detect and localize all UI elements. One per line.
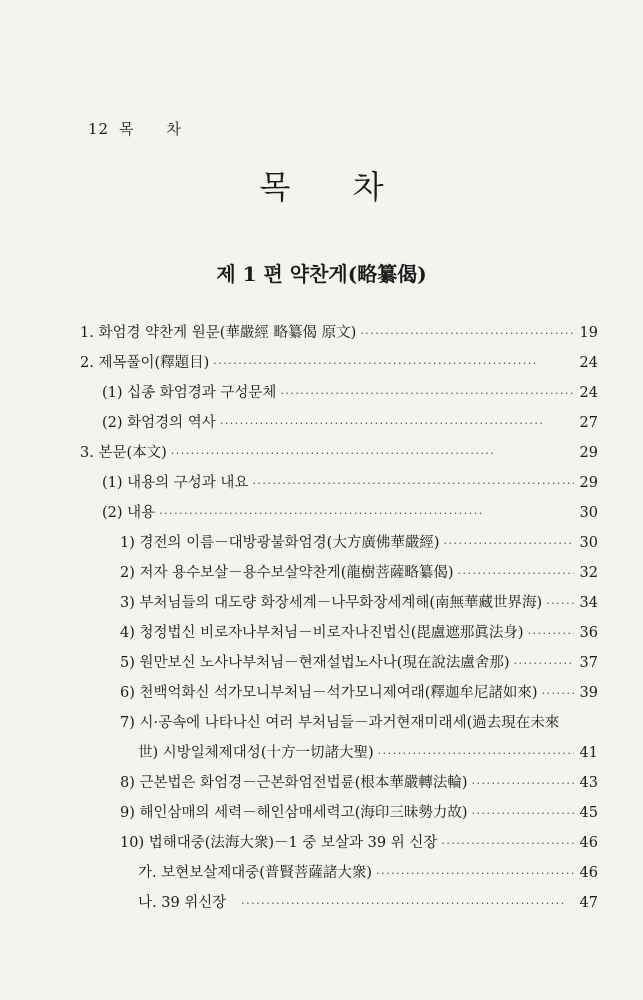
toc-entry-page: 37 (579, 655, 598, 671)
toc-entry-page: 46 (579, 835, 598, 851)
toc-entry-label: 6) 천백억화신 석가모니부처님－석가모니제여래(釋迦牟尼諸如來) (120, 685, 538, 701)
toc-entry-page: 24 (579, 355, 598, 371)
table-of-contents (80, 318, 598, 918)
toc-entry (80, 648, 598, 678)
toc-entry-page: 24 (579, 385, 598, 401)
toc-entry-page: 19 (579, 325, 598, 341)
toc-entry-page: 32 (579, 565, 598, 581)
toc-entry-label: 나. 39 위신장 (138, 895, 227, 911)
dot-leader (546, 588, 574, 619)
toc-entry-label: 1. 화엄경 약찬게 원문(華嚴經 略纂偈 原文) (80, 325, 357, 341)
toc-entry-label: 9) 해인삼매의 세력－해인삼매세력고(海印三昧勢力故) (120, 805, 468, 821)
toc-entry-label: (1) 내용의 구성과 내요 (102, 475, 249, 491)
toc-entry-label: 世) 시방일체제대성(十方一切諸大聖) (138, 745, 374, 761)
toc-entry-page: 34 (579, 595, 598, 611)
dot-leader (472, 798, 574, 829)
toc-entry (80, 468, 598, 498)
toc-entry-page: 39 (579, 685, 598, 701)
toc-entry (80, 588, 598, 618)
toc-entry-label: 4) 청정법신 비로자나부처님－비로자나진법신(毘盧遮那眞法身) (120, 625, 524, 641)
toc-entry-page: 46 (579, 865, 598, 881)
toc-entry (80, 708, 598, 738)
dot-leader (472, 768, 574, 799)
dot-leader (528, 618, 574, 649)
toc-entry-label: 3. 본문(本文) (80, 445, 167, 461)
dot-leader (213, 348, 574, 379)
toc-entry (80, 888, 598, 918)
toc-entry (80, 318, 598, 348)
page-number: 12 (88, 120, 110, 138)
section-title: 제 1 편 약찬게(略纂偈) (216, 262, 427, 286)
dot-leader (441, 828, 574, 859)
toc-entry-page: 45 (579, 805, 598, 821)
toc-entry (80, 618, 598, 648)
dot-leader (360, 318, 574, 349)
dot-leader (378, 738, 574, 769)
toc-entry (80, 378, 598, 408)
toc-entry (80, 408, 598, 438)
toc-entry (80, 798, 598, 828)
toc-entry (80, 858, 598, 888)
toc-entry-label: (2) 화엄경의 역사 (102, 415, 216, 431)
dot-leader (252, 468, 574, 499)
toc-entry (80, 738, 598, 768)
toc-entry (80, 528, 598, 558)
toc-entry-label: 2) 저자 용수보살－용수보살약찬게(龍樹菩薩略纂偈) (120, 565, 454, 581)
toc-entry-label: (2) 내용 (102, 505, 156, 521)
toc-entry (80, 828, 598, 858)
toc-entry-label: 2. 제목풀이(釋題目) (80, 355, 210, 371)
dot-leader (444, 528, 575, 559)
dot-leader (376, 858, 574, 889)
toc-entry-label: 5) 원만보신 노사나부처님－현재설법노사나(現在說法盧舍那) (120, 655, 510, 671)
dot-leader (280, 378, 574, 409)
toc-entry-page: 43 (579, 775, 598, 791)
toc-entry-page: 29 (579, 445, 598, 461)
toc-entry-page: 36 (579, 625, 598, 641)
toc-entry (80, 498, 598, 528)
toc-entry-label: 3) 부처님들의 대도량 화장세계－나무화장세계해(南無華藏世界海) (120, 595, 543, 611)
toc-entry-label: 가. 보현보살제대중(普賢菩薩諸大衆) (138, 865, 373, 881)
toc-entry-page: 47 (579, 895, 598, 911)
dot-leader (542, 678, 574, 709)
toc-entry-label: 8) 근본법은 화엄경－근본화엄전법륜(根本華嚴轉法輪) (120, 775, 468, 791)
toc-entry (80, 438, 598, 468)
toc-entry-label: 1) 경전의 이름－대방광불화엄경(大方廣佛華嚴經) (120, 535, 440, 551)
running-head-title: 목 차 (119, 120, 195, 138)
toc-entry-label: (1) 십종 화엄경과 구성문체 (102, 385, 277, 401)
toc-entry-page: 29 (579, 475, 598, 491)
running-head (88, 118, 195, 139)
dot-leader (171, 438, 574, 469)
toc-entry (80, 768, 598, 798)
dot-leader (220, 408, 574, 439)
toc-entry-page: 30 (579, 535, 598, 551)
dot-leader (159, 498, 574, 529)
dot-leader (241, 888, 574, 919)
toc-entry-page: 30 (579, 505, 598, 521)
dot-leader (514, 648, 574, 679)
toc-entry (80, 558, 598, 588)
toc-entry (80, 348, 598, 378)
toc-entry (80, 678, 598, 708)
page-title: 목 차 (259, 168, 410, 206)
toc-entry-label: 10) 법해대중(法海大衆)－1 중 보살과 39 위 신장 (120, 835, 438, 851)
toc-entry-label: 7) 시·공속에 나타나신 여러 부처님들－과거현재미래세(過去現在未來 (120, 715, 560, 731)
toc-entry-page: 27 (579, 415, 598, 431)
toc-entry-page: 41 (579, 745, 598, 761)
dot-leader (458, 558, 574, 589)
